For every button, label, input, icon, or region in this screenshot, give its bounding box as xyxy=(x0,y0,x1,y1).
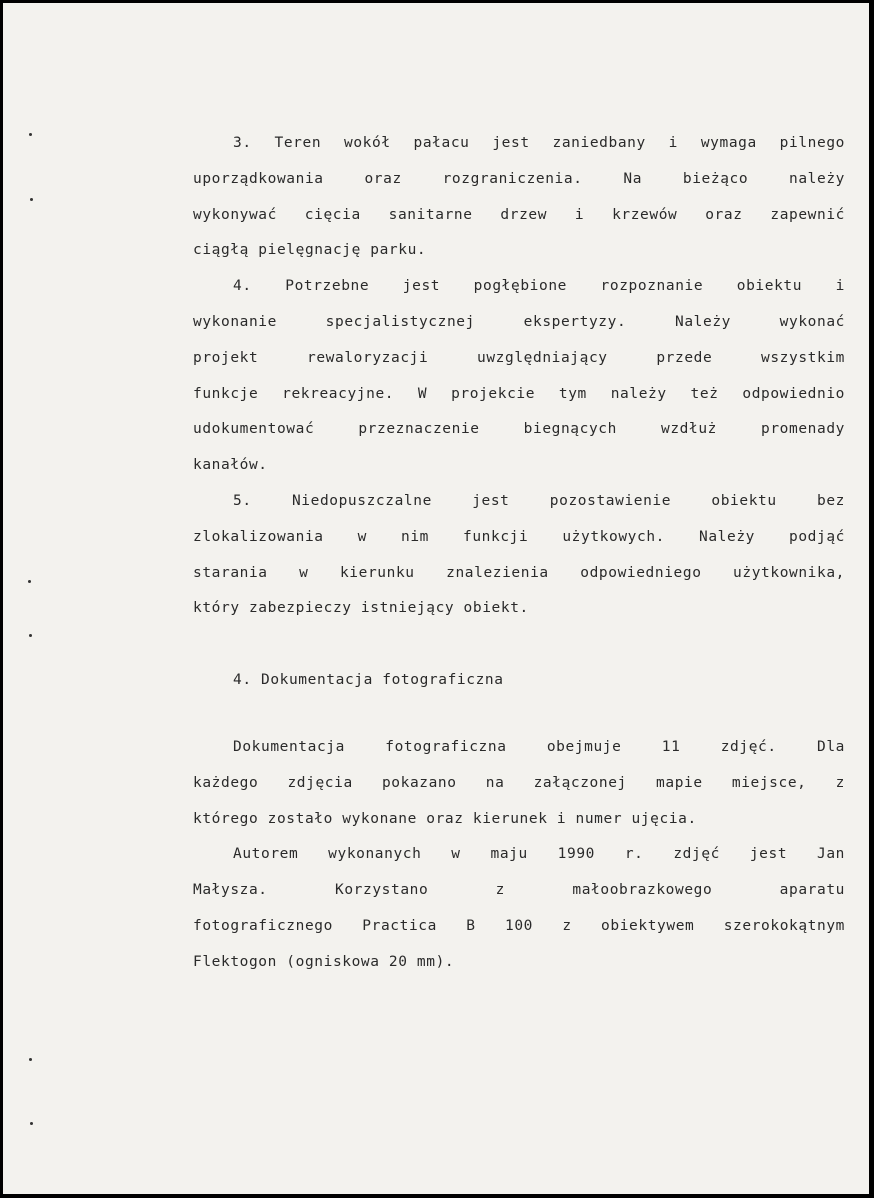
text-line: Autorem wykonanych w maju 1990 r. zdjęć jest Jan xyxy=(233,846,845,863)
paragraph-photo-author xyxy=(193,837,845,980)
text-line: 3. Teren wokół pałacu jest zaniedbany i wymaga pilnego xyxy=(233,135,845,151)
text-line: fotograficznego Practica B 100 z obiektywem szerokokątnym xyxy=(193,917,845,934)
scan-speck xyxy=(29,634,32,637)
text-line: starania w kierunku znalezienia odpowiedniego użytkownika, xyxy=(193,564,845,581)
text-line: Flektogon (ogniskowa 20 mm). xyxy=(193,953,455,970)
recommendations-section xyxy=(193,126,845,627)
text-line: udokumentować przeznaczenie biegnących wzdłuż promenady xyxy=(193,421,845,438)
paragraph-point-5 xyxy=(193,484,845,627)
text-line: projekt rewaloryzacji uwzględniający przede wszystkim xyxy=(193,349,845,366)
document-page xyxy=(3,3,869,1194)
text-line: zlokalizowania w nim funkcji użytkowych. Należy podjąć xyxy=(193,528,845,545)
photo-documentation-section xyxy=(193,730,845,981)
text-line: wykonanie specjalistycznej ekspertyzy. Należy wykonać xyxy=(193,313,845,330)
text-line: którego zostało wykonane oraz kierunek i numer ujęcia. xyxy=(193,810,697,827)
text-line: funkcje rekreacyjne. W projekcie tym należy też odpowiednio xyxy=(193,385,845,402)
scan-speck xyxy=(29,133,32,136)
text-line: 5. Niedopuszczalne jest pozostawienie obiektu bez xyxy=(233,492,845,509)
text-line: ciągłą pielęgnację parku. xyxy=(193,242,427,259)
scan-speck xyxy=(29,1058,32,1061)
paragraph-point-4 xyxy=(193,269,845,484)
text-line: każdego zdjęcia pokazano na załączonej mapie miejsce, z xyxy=(193,774,845,791)
text-line: 4. Potrzebne jest pogłębione rozpoznanie obiektu i xyxy=(233,278,845,295)
text-line: Dokumentacja fotograficzna obejmuje 11 zdjęć. Dla xyxy=(233,739,845,755)
text-line: kanałów. xyxy=(193,457,268,474)
text-line: który zabezpieczy istniejący obiekt. xyxy=(193,600,529,617)
paragraph-photo-count xyxy=(193,730,845,837)
paragraph-point-3 xyxy=(193,126,845,269)
text-line: uporządkowania oraz rozgraniczenia. Na bieżąco należy xyxy=(193,170,845,187)
scan-speck xyxy=(30,1122,33,1125)
text-line: Małysza. Korzystano z małoobrazkowego aparatu xyxy=(193,882,845,899)
scan-speck xyxy=(28,580,31,583)
scan-speck xyxy=(30,198,33,201)
text-line: wykonywać cięcia sanitarne drzew i krzewów oraz zapewnić xyxy=(193,206,845,223)
section-heading: 4. Dokumentacja fotograficzna xyxy=(233,672,504,688)
